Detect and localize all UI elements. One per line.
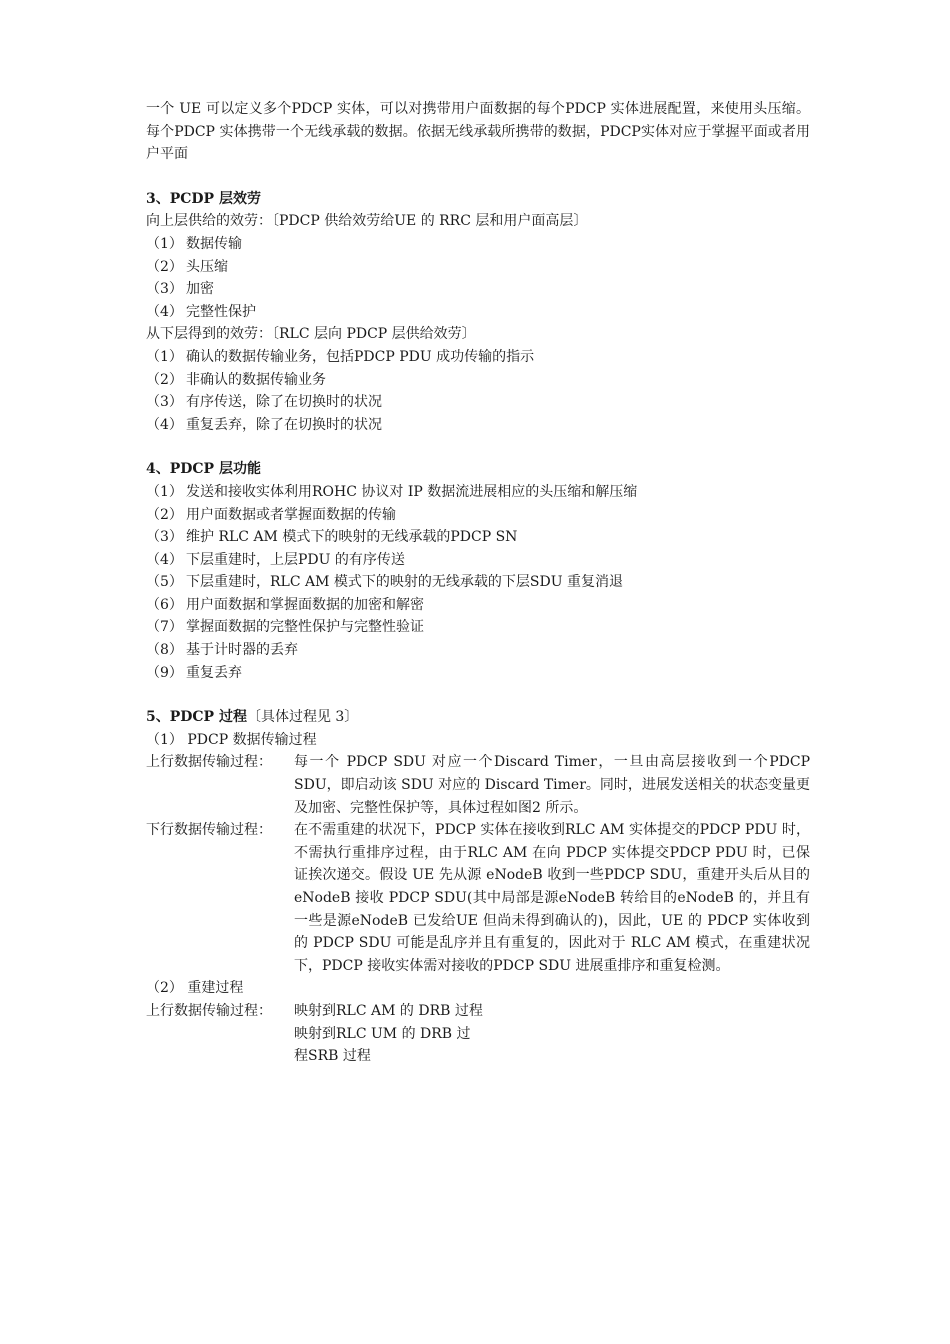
- list-item: （9） 重复丢弃: [146, 664, 242, 681]
- downlink-text: 在不需重建的状况下，PDCP 实体在接收到RLC AM 实体提交的PDCP PDU 时，不需执行重排序过程，由于RLC AM 在向 PDCP 实体提交PDCP PDU 时，已保证挨次递交。假设 UE 先从源 eNodeB 收到一些PDCP SDU，重建开头后从目的 eNodeB 接收 PDCP SDU(其中局部是源eNodeB 转给目的eNodeB 的，并且有一些是源eNodeB 已发给UE 但尚未得到确认的)，因此，UE 的 PDCP 实体收到的 PDCP SDU 可能是乱序并且有重复的，因此对于 RLC AM 模式，在重建状况下，PDCP 接收实体需对接收的PDCP SDU 进展重排序和重复检测。: [294, 822, 810, 974]
- reestablish-lines: [294, 1000, 810, 1068]
- spacer: [146, 166, 810, 188]
- section5-sub2: （2） 重建过程: [146, 980, 244, 997]
- section5-sub1: （1） PDCP 数据传输过程: [146, 731, 317, 748]
- list-item: （4） 完整性保护: [146, 303, 256, 320]
- section5-title: 5、PDCP 过程: [146, 709, 247, 726]
- list-item: （4） 下层重建时，上层PDU 的有序传送: [146, 551, 405, 568]
- list-item: （3） 加密: [146, 281, 214, 298]
- section3-lower-intro: 从下层得到的效劳：〔RLC 层向 PDCP 层供给效劳〕: [146, 326, 476, 343]
- reestablish-line: 映射到RLC AM 的 DRB 过程: [294, 1002, 483, 1019]
- list-item: （2） 非确认的数据传输业务: [146, 371, 326, 388]
- list-item: （3） 有序传送，除了在切换时的状况: [146, 394, 382, 411]
- spacer: [146, 436, 810, 458]
- uplink-text: 每一个 PDCP SDU 对应一个Discard Timer，一旦由高层接收到一个PDCP SDU，即启动该 SDU 对应的 Discard Timer。同时，进展发送相关的状态变量更及加密、完整性保护等，具体过程如图2 所示。: [294, 754, 810, 816]
- reestablish-line: 映射到RLC UM 的 DRB 过: [294, 1025, 471, 1042]
- list-item: （5） 下层重建时，RLC AM 模式下的映射的无线承载的下层SDU 重复消退: [146, 574, 623, 591]
- document-page: [146, 98, 810, 1068]
- list-item: （3） 维护 RLC AM 模式下的映射的无线承载的PDCP SN: [146, 529, 518, 546]
- section3-heading: 3、PCDP 层效劳: [146, 190, 261, 207]
- list-item: （2） 头压缩: [146, 258, 228, 275]
- list-item: （8） 基于计时器的丢弃: [146, 642, 298, 659]
- reestablish-line: 程SRB 过程: [294, 1048, 371, 1065]
- section4-heading: 4、PDCP 层功能: [146, 461, 261, 478]
- section3-upper-list: [146, 233, 810, 323]
- intro-paragraph: 一个 UE 可以定义多个PDCP 实体，可以对携带用户面数据的每个PDCP 实体进展配置，来使用头压缩。每个PDCP 实体携带一个无线承载的数据。依据无线承载所携带的数据，PDCP实体对应于掌握平面或者用户平面: [146, 101, 810, 163]
- list-item: （1） 数据传输: [146, 235, 242, 252]
- reestablish-row: [146, 1000, 810, 1068]
- spacer: [146, 684, 810, 706]
- downlink-row: [146, 819, 810, 977]
- section4-list: [146, 481, 810, 684]
- downlink-label: 下行数据传输过程：: [146, 822, 272, 839]
- list-item: （1） 发送和接收实体利用ROHC 协议对 IP 数据流进展相应的头压缩和解压缩: [146, 483, 638, 500]
- list-item: （6） 用户面数据和掌握面数据的加密和解密: [146, 596, 424, 613]
- list-item: （1） 确认的数据传输业务，包括PDCP PDU 成功传输的指示: [146, 348, 535, 365]
- list-item: （4） 重复丢弃，除了在切换时的状况: [146, 416, 382, 433]
- reestablish-label: 上行数据传输过程：: [146, 1002, 272, 1019]
- section3-upper-intro: 向上层供给的效劳：〔PDCP 供给效劳给UE 的 RRC 层和用户面高层〕: [146, 213, 588, 230]
- section3-lower-list: [146, 346, 810, 436]
- uplink-label: 上行数据传输过程：: [146, 754, 272, 771]
- uplink-row: [146, 751, 810, 819]
- section5-title-note: 〔具体过程见 3〕: [246, 709, 359, 726]
- section5-heading: [146, 706, 810, 729]
- list-item: （2） 用户面数据或者掌握面数据的传输: [146, 506, 396, 523]
- list-item: （7） 掌握面数据的完整性保护与完整性验证: [146, 619, 424, 636]
